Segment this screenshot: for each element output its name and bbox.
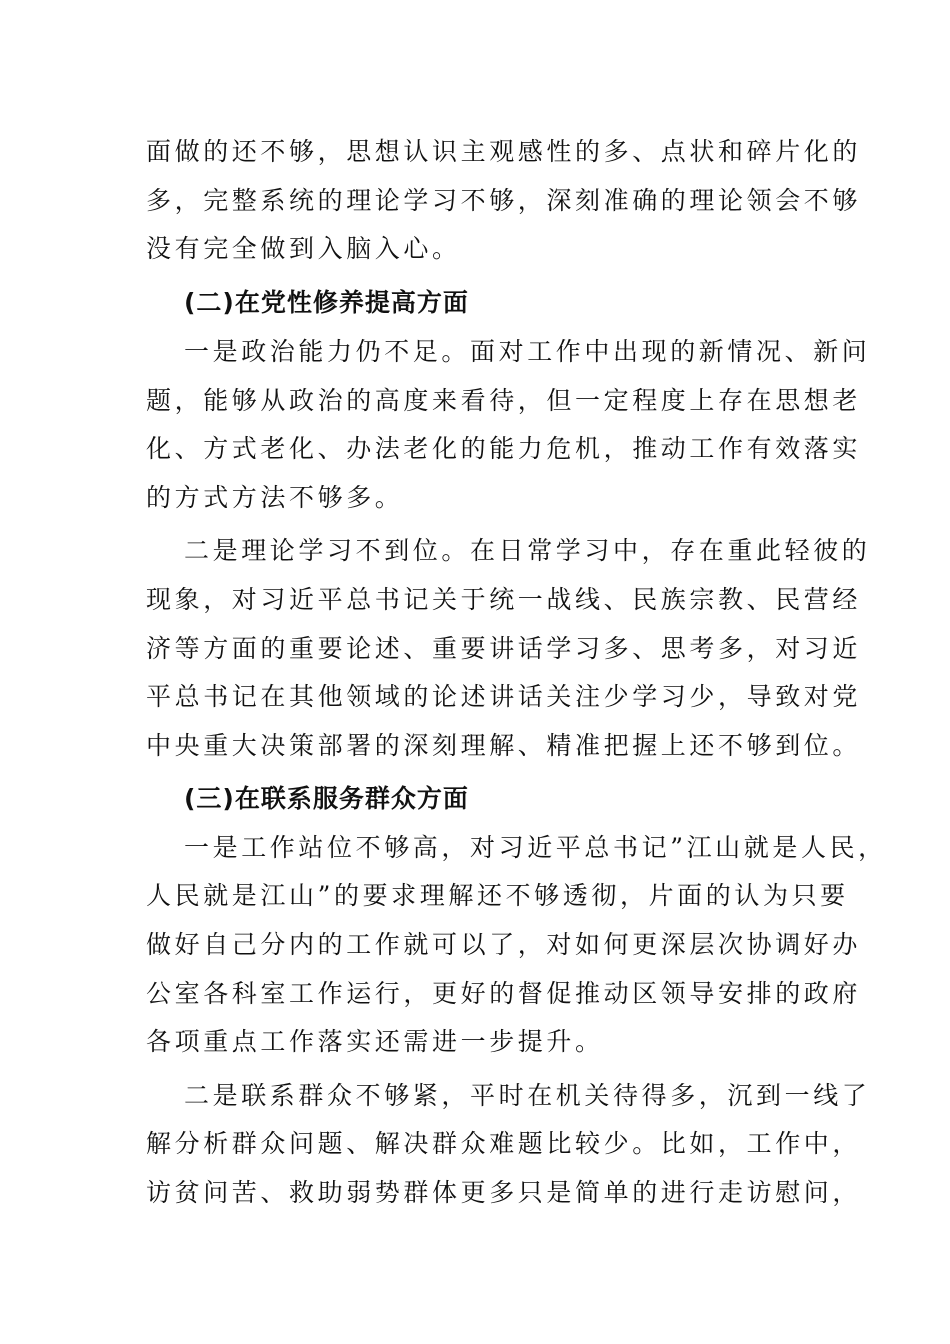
text-line: 现象，对习近平总书记关于统一战线、民族宗教、民营经	[146, 585, 862, 614]
section-heading: (二)在党性修养提高方面	[184, 288, 469, 317]
text-line: 济等方面的重要论述、重要讲话学习多、思考多，对习近	[146, 634, 862, 663]
text-line: 人民就是江山”的要求理解还不够透彻，片面的认为只要	[146, 881, 849, 910]
text-line: 面做的还不够，思想认识主观感性的多、点状和碎片化的	[146, 137, 862, 166]
text-line: 二是理论学习不到位。在日常学习中，存在重此轻彼的	[184, 536, 871, 565]
text-line: 各项重点工作落实还需进一步提升。	[146, 1027, 604, 1056]
section-heading: (三)在联系服务群众方面	[184, 784, 469, 813]
text-line: 一是政治能力仍不足。面对工作中出现的新情况、新问	[184, 337, 871, 366]
text-line: 平总书记在其他领域的论述讲话关注少学习少，导致对党	[146, 682, 862, 711]
text-line: 二是联系群众不够紧，平时在机关待得多，沉到一线了	[184, 1081, 871, 1110]
text-line: 访贫问苦、救助弱势群体更多只是简单的进行走访慰问，	[146, 1178, 862, 1207]
text-line: 多，完整系统的理论学习不够，深刻准确的理论领会不够	[146, 186, 862, 215]
text-line: 化、方式老化、办法老化的能力危机，推动工作有效落实	[146, 434, 862, 463]
text-line: 题，能够从政治的高度来看待，但一定程度上存在思想老	[146, 386, 862, 415]
text-line: 没有完全做到入脑入心。	[146, 234, 461, 263]
text-line: 做好自己分内的工作就可以了，对如何更深层次协调好办	[146, 930, 862, 959]
text-line: 解分析群众问题、解决群众难题比较少。比如，工作中，	[146, 1129, 862, 1158]
text-line: 中央重大决策部署的深刻理解、精准把握上还不够到位。	[146, 731, 862, 760]
text-line: 的方式方法不够多。	[146, 483, 404, 512]
text-line: 一是工作站位不够高，对习近平总书记”江山就是人民，	[184, 833, 887, 862]
text-line: 公室各科室工作运行，更好的督促推动区领导安排的政府	[146, 979, 862, 1008]
